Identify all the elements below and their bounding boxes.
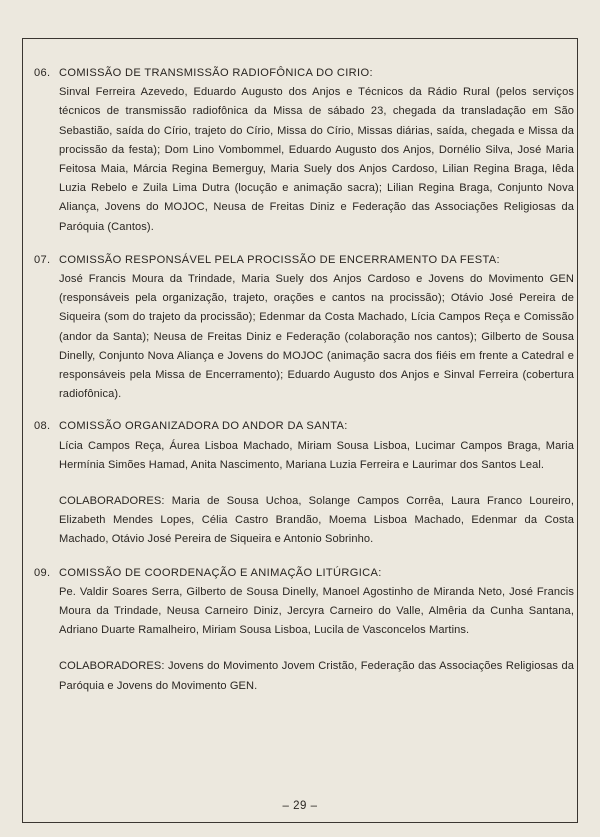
section-text: Lícia Campos Reça, Áurea Lisboa Machado, Miriam Sousa Lisboa, Lucimar Campos Braga, Maria Hermínia Simões Hamad, Anita Nascimento, Mariana Luzia Ferreira e Laurimar dos Santos Leal. — [59, 439, 574, 471]
section-title: COMISSÃO RESPONSÁVEL PELA PROCISSÃO DE ENCERRAMENTO DA FESTA: — [59, 253, 500, 266]
section-title: COMISSÃO DE COORDENAÇÃO E ANIMAÇÃO LITÚRGICA: — [59, 566, 382, 579]
section-07 — [34, 251, 574, 405]
collaborators-text: COLABORADORES: Jovens do Movimento Jovem Cristão, Federação das Associações Religiosas da Paróquia e Jovens do Movimento GEN. — [59, 660, 574, 692]
section-heading — [34, 417, 574, 436]
section-08 — [34, 417, 574, 549]
section-title: COMISSÃO ORGANIZADORA DO ANDOR DA SANTA: — [59, 420, 348, 433]
section-09 — [34, 564, 574, 696]
section-heading — [34, 564, 574, 583]
section-heading — [34, 64, 574, 83]
section-heading — [34, 251, 574, 270]
section-text: José Francis Moura da Trindade, Maria Suely dos Anjos Cardoso e Jovens do Movimento GEN (responsáveis pela organização, trajeto, orações e cantos na procissão); Otávio José Pereira de Siqueira (som do trajeto da procissão); Edenmar da Costa Machado, Lícia Campos Reça e Comissão (andor da Santa); Neusa de Freitas Diniz e Federação (colaboração nos cantos); Gilberto de Sousa Dinelly, Conjunto Nova Aliança e Jovens do MOJOC (animação sacra dos fiéis em frente a Catedral e responsáveis pela Missa de Encerramento); Eduardo Augusto dos Anjos e Sinval Ferreira (cobertura radiofônica). — [59, 273, 574, 401]
section-06 — [34, 64, 574, 237]
collaborators-text: COLABORADORES: Maria de Sousa Uchoa, Solange Campos Corrêa, Laura Franco Loureiro, Elizabeth Mendes Lopes, Célia Castro Brandão, Moema Lisboa Machado, Edenmar da Costa Machado, Otávio José Pereira de Siqueira e Antonio Sobrinho. — [59, 495, 574, 546]
section-text: Sinval Ferreira Azevedo, Eduardo Augusto dos Anjos e Técnicos da Rádio Rural (pelos serviços técnicos de transmissão radiofônica da Missa de sábado 23, chegada da transladação em São Sebastião, saída do Círio, trajeto do Círio, Missa do Círio, Missas diárias, saída, chegada e Missa da procissão da festa); Dom Lino Vombommel, Eduardo Augusto dos Anjos, Dornélio Silva, José Maria Feitosa Maia, Márcia Regina Bemerguy, Maria Suely dos Anjos Cardoso, Lilian Regina Braga, Iêda Luzia Rebelo e Zuila Lima Dutra (locução e animação sacra); Lilian Regina Braga, Conjunto Nova Aliança, Jovens do MOJOC, Neusa de Freitas Diniz e Federação das Associações Religiosas da Paróquia (Cantos). — [59, 86, 574, 233]
page-number: – 29 – — [282, 800, 318, 812]
section-number: 06. — [34, 67, 51, 79]
section-number: 07. — [34, 253, 51, 266]
document-body — [34, 64, 574, 710]
section-number: 09. — [34, 566, 51, 579]
section-text: Pe. Valdir Soares Serra, Gilberto de Sousa Dinelly, Manoel Agostinho de Miranda Neto, José Francis Moura da Trindade, Neusa Carneiro Diniz, Jercyra Carneiro do Valle, Almêria da Cunha Santana, Adriano Duarte Ramalheiro, Miriam Sousa Lisboa, Lucila de Vasconcelos Martins. — [59, 585, 574, 637]
section-title: COMISSÃO DE TRANSMISSÃO RADIOFÔNICA DO CIRIO: — [59, 67, 373, 79]
section-number: 08. — [34, 420, 51, 433]
